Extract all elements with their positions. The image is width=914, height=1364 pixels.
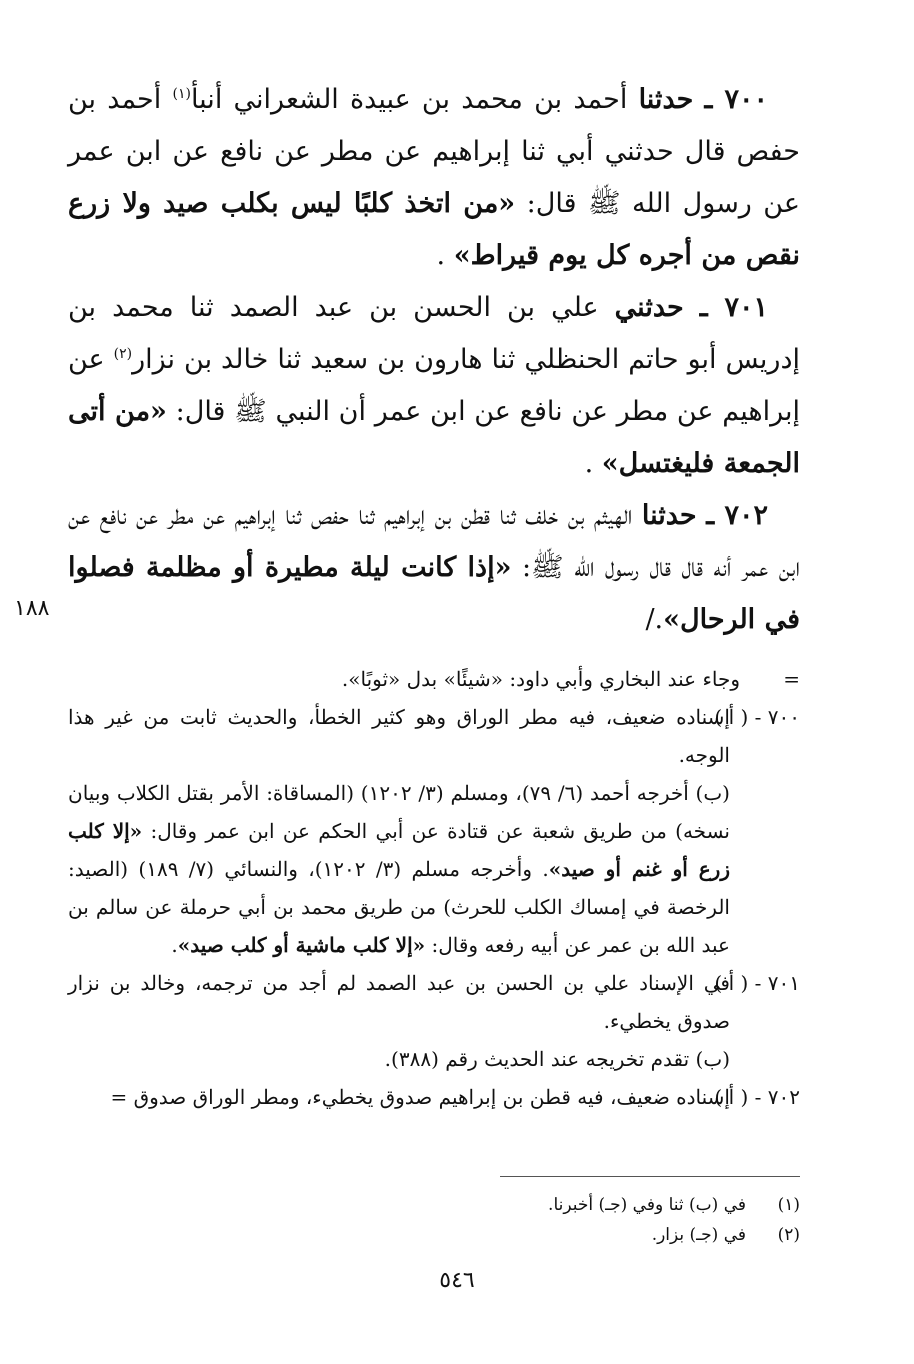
note-700-a-text: إسناده ضعيف، فيه مطر الوراق وهو كثير الخطأ، والحديث ثابت من غير هذا الوجه. bbox=[68, 705, 730, 767]
note-701-a bbox=[68, 964, 800, 1040]
note-701-b bbox=[68, 1040, 800, 1078]
hadith-700-matn: «من اتخذ كلبًا ليس بكلب صيد ولا زرع نقص من أجره كل يوم قيراط» bbox=[68, 188, 800, 271]
hadith-700-isnad-2: أحمد بن حفص قال حدثني أبي ثنا إبراهيم عن مطر عن نافع عن ابن عمر عن رسول الله ﷺ قال: bbox=[68, 84, 800, 219]
hadith-701-end: . bbox=[584, 448, 602, 479]
hadith-701-isnad-1: علي بن الحسن بن عبد الصمد ثنا محمد بن إدريس أبو حاتم الحنظلي ثنا هارون بن سعيد ثنا خالد بن نزار bbox=[68, 292, 800, 375]
footnote-ref-2: (٢) bbox=[113, 346, 133, 362]
hadith-702-lead: حدثنا bbox=[641, 500, 697, 531]
hadith-702 bbox=[68, 490, 800, 646]
hadith-702-isnad-1: الهيثم بن خلف ثنا قطن بن إبراهيم ثنا حفص ثنا إبراهيم عن مطر عن نافع عن ابن عمر أنه قال قال رسول الله ﷺ: bbox=[68, 500, 800, 583]
hadith-700-isnad-1: أحمد بن محمد بن عبيدة الشعراني أنبأ bbox=[190, 84, 639, 115]
footnote-ref-1: (١) bbox=[172, 86, 191, 102]
hadith-700-number: ٧٠٠ ـ bbox=[704, 84, 768, 115]
note-702-a-text: إسناده ضعيف، فيه قطن بن إبراهيم صدوق يخطيء، ومطر الوراق صدوق = bbox=[110, 1085, 730, 1109]
footnote-divider bbox=[500, 1176, 800, 1177]
footnote-1-number: (١) bbox=[777, 1195, 800, 1215]
note-700-b-text-3: . bbox=[171, 933, 178, 957]
commentary-notes bbox=[68, 660, 800, 1116]
footnote-2 bbox=[300, 1220, 800, 1250]
footnote-2-text: في (جـ) بزار. bbox=[651, 1225, 746, 1245]
note-continuation bbox=[68, 660, 800, 698]
note-700-b-quote-2: «إلا كلب ماشية أو كلب صيد» bbox=[177, 933, 426, 957]
note-700-b-text-2: . وأخرجه مسلم (٣/ ١٢٠٢)، والنسائي (٧/ ١٨٩) (الصيد: الرخصة في إمساك الكلب للحرث) من طريق محمد بن أبي حرملة عن سالم بن عبد الله بن عمر عن أبيه رفعه وقال: bbox=[68, 857, 730, 957]
note-701-label: ٧٠١ - ( أ ) bbox=[714, 971, 800, 995]
margin-number: ١٨٨ bbox=[14, 596, 50, 621]
note-700-b-quote-1: «إلا كلب زرع أو غنم أو صيد» bbox=[68, 819, 730, 881]
hadith-701-lead: حدثني bbox=[614, 292, 684, 323]
note-continuation-text: وجاء عند البخاري وأبي داود: «شيئًا» بدل «ثوبًا». bbox=[341, 667, 740, 691]
hadith-702-end: ./ bbox=[645, 604, 664, 635]
hadith-701-matn: «من أتى الجمعة فليغتسل» bbox=[68, 396, 800, 479]
hadith-702-number: ٧٠٢ ـ bbox=[706, 500, 768, 531]
page-number: ٥٤٦ bbox=[439, 1268, 475, 1293]
note-700-a bbox=[68, 698, 800, 774]
note-702-a bbox=[68, 1078, 800, 1116]
main-text bbox=[68, 74, 800, 646]
footnote-2-number: (٢) bbox=[777, 1225, 800, 1245]
hadith-700 bbox=[68, 74, 800, 282]
footnote-1-text: في (ب) ثنا وفي (جـ) أخبرنا. bbox=[548, 1195, 746, 1215]
note-continuation-label: = bbox=[783, 667, 800, 691]
note-700-b-text-1: (ب) أخرجه أحمد (٦/ ٧٩)، ومسلم (٣/ ١٢٠٢) (المساقاة: الأمر بقتل الكلاب وبيان نسخه) من طريق شعبة عن قتادة عن أبي الحكم عن ابن عمر وقال: bbox=[68, 781, 730, 843]
footnotes bbox=[300, 1190, 800, 1250]
hadith-700-lead: حدثنا bbox=[638, 84, 694, 115]
hadith-701-number: ٧٠١ ـ bbox=[699, 292, 768, 323]
note-700-b bbox=[68, 774, 800, 964]
hadith-700-end: . bbox=[436, 240, 454, 271]
hadith-702-matn: «إذا كانت ليلة مطيرة أو مظلمة فصلوا في الرحال» bbox=[68, 552, 800, 635]
note-702-label: ٧٠٢ - ( أ ) bbox=[714, 1085, 800, 1109]
hadith-701-isnad-2: عن إبراهيم عن مطر عن نافع عن ابن عمر أن النبي ﷺ قال: bbox=[68, 344, 800, 427]
note-701-b-text: (ب) تقدم تخريجه عند الحديث رقم (٣٨٨). bbox=[384, 1047, 730, 1071]
note-701-a-text: في الإسناد علي بن الحسن بن عبد الصمد لم أجد من ترجمه، وخالد بن نزار صدوق يخطيء. bbox=[68, 971, 730, 1033]
note-700-label: ٧٠٠ - ( أ ) bbox=[714, 705, 800, 729]
footnote-1 bbox=[300, 1190, 800, 1220]
hadith-701 bbox=[68, 282, 800, 490]
